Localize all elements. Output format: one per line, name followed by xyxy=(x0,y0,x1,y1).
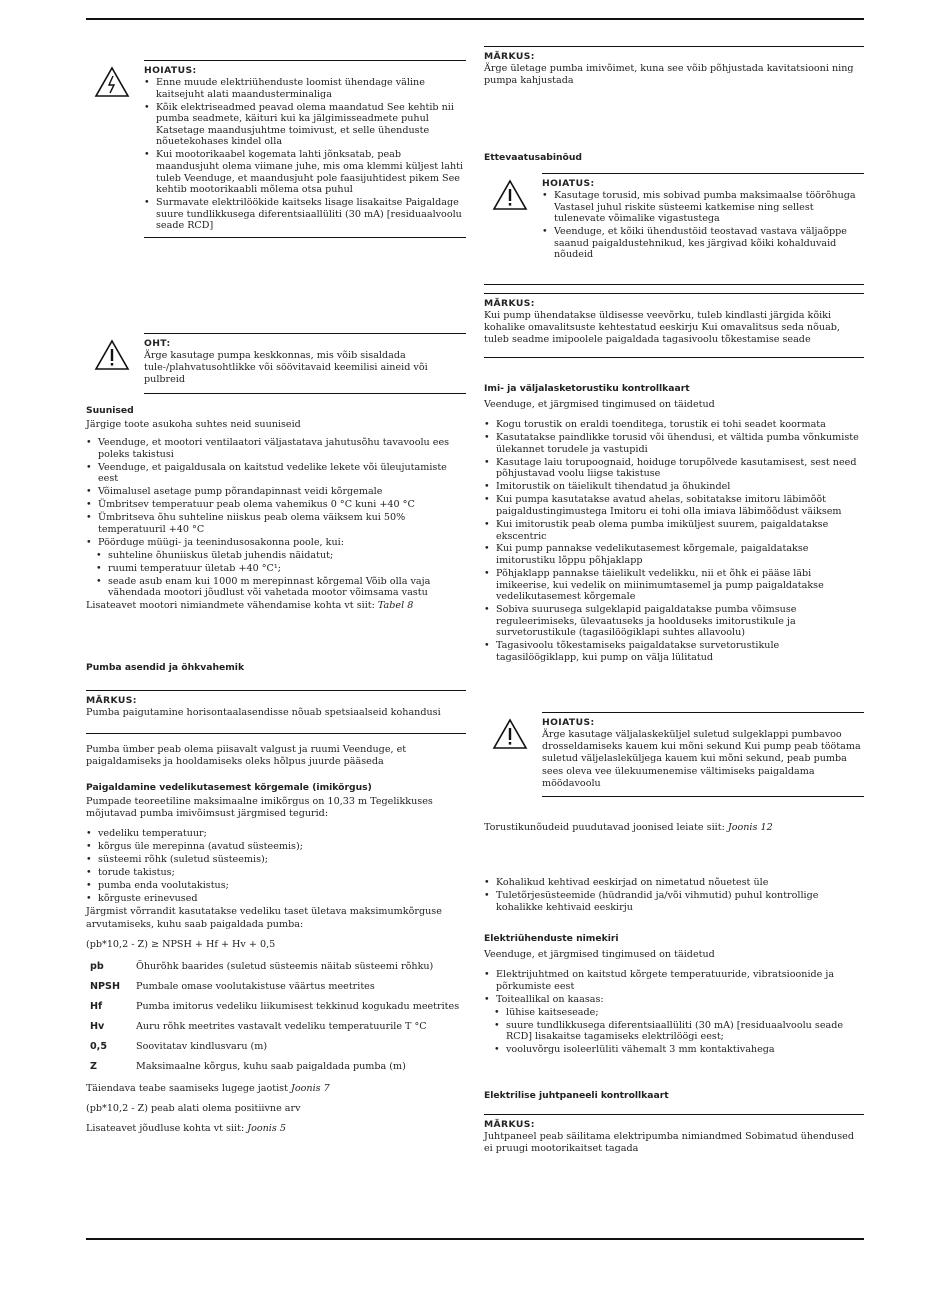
list-item: • Kasutage laiu torupoognaid, hoiduge torupõlvede kasutamisest, sest need põhjustavad voolu liigse takistuse xyxy=(484,457,864,480)
symbol: NPSH xyxy=(90,980,120,992)
symbol: 0,5 xyxy=(90,1040,107,1052)
warning-list xyxy=(542,190,864,261)
equation-intro: Järgmist võrrandit kasutatakse vedeliku taset ületava maksimumkõrguse arvutamiseks, kuhu saab paigaldada pumba: xyxy=(86,906,442,930)
list-item: • seade asub enam kui 1000 m merepinnast kõrgemal Võib olla vaja vähendada mootori jõudlust või vahetada mootor võimsama vastu xyxy=(86,576,466,599)
note-water-network xyxy=(484,284,864,358)
electrical-checklist xyxy=(484,933,864,1057)
section-heading: Suunised xyxy=(86,405,134,416)
list-item: • suure tundlikkusega diferentsiaallüliti (30 mA) [residuaalvoolu seade RCD] lisakaitse tagamiseks elektrilöögi eest; xyxy=(484,1020,864,1043)
symbol: Hv xyxy=(90,1020,105,1032)
symbol: pb xyxy=(90,960,104,972)
checklist-list xyxy=(484,419,864,663)
danger-label: OHT: xyxy=(144,338,171,349)
guidelines-section xyxy=(86,405,466,613)
warning-label: HOIATUS: xyxy=(542,717,595,728)
electrical-warning-icon xyxy=(94,66,130,98)
list-item: • Enne muude elektriühenduste loomist ühendage väline kaitsejuht alati maandusterminaliga xyxy=(144,77,466,100)
list-item: • Kasutage torusid, mis sobivad pumba maksimaalse töörõhuga Vastasel juhul riskite süsteemi katkemise ning sellest tulenevate võimalike vigastustega xyxy=(542,190,864,225)
list-item: • Kohalikud kehtivad eeskirjad on nimetatud nõuetest üle xyxy=(484,877,864,889)
list-item: • Kui mootorikaabel kogemata lahti jõnksatab, peab maandusjuht olema viimane juhe, mis oma klemmi küljest lahti tuleb Veenduge, et maandusjuht pole faasijuhtidest pikem See kehtib mootorikaabli mõlema otsa puhul xyxy=(144,149,466,195)
suction-text: Pumpade teoreetiline maksimaalne imikõrgus on 10,33 m Tegelikkuses mõjutavad pumba imivõimsust järgmised tegurid: xyxy=(86,796,433,820)
symbol: Z xyxy=(90,1060,97,1072)
symbol-description: Pumba imitorus vedeliku liikumisest tekkinud kogukadu meetrites xyxy=(136,1000,460,1012)
section-heading: Elektrilise juhtpaneeli kontrollkaart xyxy=(484,1090,669,1101)
figure-reference: Joonis 12 xyxy=(727,822,773,833)
list-item: • lühise kaitseseade; xyxy=(484,1007,864,1019)
exclamation-warning-icon xyxy=(492,179,528,211)
list-item: • Ümbritsev temperatuur peab olema vahemikus 0 °C kuni +40 °C xyxy=(86,499,466,511)
guidelines-sublist xyxy=(86,550,466,599)
electrical-requirements xyxy=(484,877,864,915)
list-item: • Veenduge, et kõiki ühendustöid teostavad vastava väljaõppe saanud paigaldustehnikud, kes järgivad kõiki kohalduvaid nõudeid xyxy=(542,226,864,261)
list-item: • ruumi temperatuur ületab +40 °C¹; xyxy=(86,563,466,575)
list-item: • Kui pump pannakse vedelikutasemest kõrgemale, paigaldatakse imitorustiku lõppu põhjaklapp xyxy=(484,543,864,566)
symbol-table xyxy=(86,957,466,1077)
list-item: • Toiteallikal on kaasas: xyxy=(484,994,864,1006)
symbol-description: Õhurõhk baarides (suletud süsteemis näitab süsteemi rõhku) xyxy=(136,960,434,972)
list-item: • Tagasivoolu tõkestamiseks paigaldatakse survetorustikule tagasilöögiklapp, kui pump on välja lülitatud xyxy=(484,640,864,663)
note-text: Pumba paigutamine horisontaalasendisse nõuab spetsiaalseid kohandusi xyxy=(86,707,441,718)
figure-reference: Joonis 7 xyxy=(291,1082,330,1094)
top-rule xyxy=(86,18,864,20)
list-item: • Sobiva suurusega sulgeklapid paigaldatakse pumba võimsuse reguleerimiseks, ülevaatuseks ja hoolduseks imitorustikule ja survetorustikule (tagasilöögiklapi suhtes allavoolu) xyxy=(484,604,864,639)
note-label: MÄRKUS: xyxy=(86,695,137,706)
section-intro: Veenduge, et järgmised tingimused on täidetud xyxy=(484,399,715,410)
list-item: • Elektrijuhtmed on kaitstud kõrgete temperatuuride, vibratsioonide ja põrkumiste eest xyxy=(484,969,864,992)
list-item: • Pöörduge müügi- ja teenindusosakonna poole, kui: xyxy=(86,537,466,549)
list-item: • Ümbritseva õhu suhteline niiskus peab olema väiksem kui 50% temperatuuril +40 °C xyxy=(86,512,466,535)
table-reference: Tabel 8 xyxy=(377,600,414,612)
note-text: Kui pump ühendatakse üldisesse veevõrku, tuleb kindlasti järgida kõiki kohalike omavalitsuste kehtestatud eeskirju Kui omavalitsus seda nõuab, tuleb seadme imipoolele paigaldada tagasivoolu tõkestamise seade xyxy=(484,310,840,346)
list-item: • Kõik elektriseadmed peavad olema maandatud See kehtib nii pumba seadmete, käituri kui ka jälgimisseadmete puhul Katsetage maandusjuhtme toimivust, et selle ühenduste nõuetekohases kindel olla xyxy=(144,102,466,148)
note-label: MÄRKUS: xyxy=(484,298,535,309)
list-item: • Surmavate elektrilöökide kaitseks lisage lisakaitse Paigaldage suure tundlikkusega diferentsiaallüliti (30 mA) [residuaalvoolu seade RCD] xyxy=(144,197,466,232)
table-row xyxy=(86,997,466,1017)
symbol-description: Soovitatav kindlusvaru (m) xyxy=(136,1040,268,1052)
electrical-list xyxy=(484,969,864,1005)
panel-checklist xyxy=(484,1090,864,1155)
symbol: Hf xyxy=(90,1000,103,1012)
factors-list xyxy=(86,828,466,905)
table-row xyxy=(86,1057,466,1077)
section-intro: Veenduge, et järgmised tingimused on täidetud xyxy=(484,949,715,960)
section-heading: Pumba asendid ja õhkvahemik xyxy=(86,662,245,673)
table-row xyxy=(86,1037,466,1057)
section-heading: Imi- ja väljalasketorustiku kontrollkaart xyxy=(484,383,690,394)
suction-section xyxy=(86,782,466,1136)
precautions-section xyxy=(484,152,864,164)
bottom-rule xyxy=(86,1238,864,1240)
list-item: • kõrguste erinevused xyxy=(86,893,466,905)
list-item: • pumba enda voolutakistus; xyxy=(86,880,466,892)
exclamation-warning-icon xyxy=(492,718,528,750)
list-item: • Imitorustik on täielikult tihendatud ja õhukindel xyxy=(484,481,864,493)
list-item: • Veenduge, et paigaldusala on kaitstud vedelike lekete või üleujutamiste eest xyxy=(86,462,466,485)
positive-note: (pb*10,2 - Z) peab alati olema positiivne arv xyxy=(86,1103,301,1115)
list-item: • süsteemi rõhk (suletud süsteemis); xyxy=(86,854,466,866)
position-section xyxy=(86,662,466,769)
list-item: • suhteline õhuniiskus ületab juhendis näidatut; xyxy=(86,550,466,562)
section-heading: Paigaldamine vedelikutasemest kõrgemale (imikõrgus) xyxy=(86,782,372,793)
more-info-text: Täiendava teabe saamiseks lugege jaotist xyxy=(86,1082,292,1094)
warning-label: HOIATUS: xyxy=(542,178,595,189)
section-heading: Elektriühenduste nimekiri xyxy=(484,933,619,944)
reference-text: Torustikunõudeid puudutavad joonised leiate siit: xyxy=(484,822,728,833)
section-heading: Ettevaatusabinõud xyxy=(484,152,582,163)
list-item: • vedeliku temperatuur; xyxy=(86,828,466,840)
list-item: • Tuletõrjesüsteemide (hüdrandid ja/või vihmutid) puhul kontrollige kohalikke kehtivaid eeskirju xyxy=(484,890,864,913)
exclamation-warning-icon xyxy=(94,339,130,371)
list-item: • Kasutatakse paindlikke torusid või ühendusi, et vältida pumba võnkumiste ülekannet torudele ja vastupidi xyxy=(484,432,864,455)
list-item: • vooluvõrgu isoleerlüliti vähemalt 3 mm kontaktivahega xyxy=(484,1044,864,1056)
guidelines-list xyxy=(86,437,466,548)
list-item: • kõrgus üle merepinna (avatud süsteemis); xyxy=(86,841,466,853)
table-row xyxy=(86,1017,466,1037)
performance-text: Lisateavet jõudluse kohta vt siit: xyxy=(86,1123,248,1135)
requirements-list xyxy=(484,877,864,913)
symbol-description: Pumbale omase voolutakistuse väärtus meetrites xyxy=(136,980,375,992)
note-text: Juhtpaneel peab säilitama elektripumba nimiandmed Sobimatud ühendused ei pruugi mootorikaitset tagada xyxy=(484,1131,854,1155)
list-item: • Kui pumpa kasutatakse avatud ahelas, sobitatakse imitoru läbimõõt paigaldustingimustega Imitoru ei tohi olla imiava läbimõõdust väiksem xyxy=(484,494,864,517)
symbol-description: Auru rõhk meetrites vastavalt vedeliku temperatuurile T °C xyxy=(136,1020,427,1032)
footnote-text: Lisateavet mootori nimiandmete vähendamise kohta vt siit: xyxy=(86,600,378,612)
note-label: MÄRKUS: xyxy=(484,51,535,62)
danger-text: Ärge kasutage pumpa keskkonnas, mis võib sisaldada tule-/plahvatusohtlikke või söövitavaid keemilisi aineid või pulbreid xyxy=(144,350,428,386)
list-item: • Kogu torustik on eraldi toenditega, torustik ei tohi seadet koormata xyxy=(484,419,864,431)
note-cavitation xyxy=(484,46,864,87)
note-label: MÄRKUS: xyxy=(484,1119,535,1130)
list-item: • Võimalusel asetage pump põrandapinnast veidi kõrgemale xyxy=(86,486,466,498)
formula: (pb*10,2 - Z) ≥ NPSH + Hf + Hv + 0,5 xyxy=(86,938,276,950)
list-item: • torude takistus; xyxy=(86,867,466,879)
table-row xyxy=(86,957,466,977)
piping-checklist xyxy=(484,383,864,665)
table-row xyxy=(86,977,466,997)
warning-label: HOIATUS: xyxy=(144,65,197,76)
piping-figure-ref xyxy=(484,822,864,834)
symbol-description: Maksimaalne kõrgus, kuhu saab paigaldada pumba (m) xyxy=(136,1060,406,1072)
electrical-sublist xyxy=(484,1007,864,1056)
list-item: • Põhjaklapp pannakse täielikult vedelikku, nii et õhk ei pääse läbi imikeerise, kui vedelik on miinimumtasemel ja pump paigaldatakse vedelikutasemest kõrgemale xyxy=(484,568,864,603)
warning-list xyxy=(144,77,466,232)
position-text: Pumba ümber peab olema piisavalt valgust ja ruumi Veenduge, et paigaldamiseks ja hooldamiseks oleks hõlpus juurde pääseda xyxy=(86,744,407,768)
note-text: Ärge ületage pumba imivõimet, kuna see võib põhjustada kavitatsiooni ning pumpa kahjustada xyxy=(484,63,854,87)
figure-reference: Joonis 5 xyxy=(247,1123,286,1135)
list-item: • Veenduge, et mootori ventilaatori väljastatava jahutusõhu tavavoolu ees poleks takistusi xyxy=(86,437,466,460)
warning-text: Ärge kasutage väljalaskeküljel suletud sulgeklappi pumbavoo drosseldamiseks kauem kui mõni sekund Kui pump peab töötama suletud väljelasleküljega kauem kui mõni sekund, peab pumba sees oleva vee ülekuumenemise vältimiseks paigaldama möödavoolu xyxy=(542,729,861,789)
list-item: • Kui imitorustik peab olema pumba imiküljest suurem, paigaldatakse ekscentric xyxy=(484,519,864,542)
section-intro: Järgige toote asukoha suhtes neid suuniseid xyxy=(86,419,301,430)
